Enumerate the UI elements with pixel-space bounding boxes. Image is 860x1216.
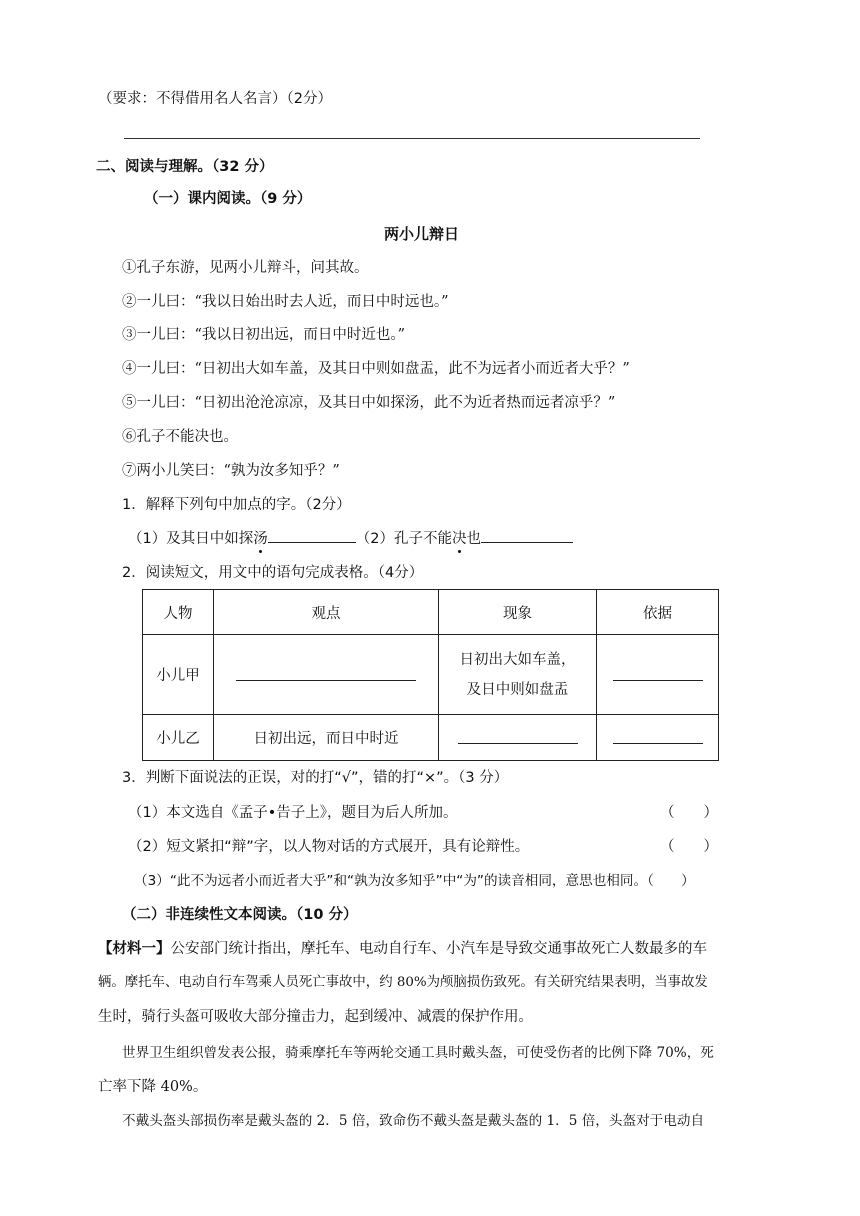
q1a-answer-blank[interactable] [268,527,356,543]
paragraph-4: ④一儿曰：“日初出大如车盖，及其日中则如盘盂，此不为远者小而近者大乎？” [122,361,630,377]
section-heading: 二、阅读与理解。（32 分） [96,159,274,175]
material1-line-3: 生时，骑行头盔可吸收大部分撞击力，起到缓冲、减震的保护作用。 [98,1009,533,1025]
q1b-text: （2）孔子不能 [355,531,452,547]
table-cell-view-b: 日初出远，而日中时近 [214,715,439,761]
q1-stem: 1．解释下列句中加点的字。（2分） [122,497,351,513]
material1-label: 【材料一】 [98,941,171,957]
q3-stem: 3．判断下面说法的正误，对的打“√”，错的打“×”。（3 分） [122,770,509,786]
answer-line [124,138,700,139]
answer-table [142,589,719,761]
paragraph-6: ⑥孔子不能决也。 [122,429,238,445]
answer-line[interactable] [613,679,703,681]
requirement-text: （要求：不得借用名人名言）（2分） [98,91,332,107]
q1b-answer-blank[interactable] [481,527,573,543]
paragraph-1: ①孔子东游，见两小儿辩斗，问其故。 [122,260,369,276]
table-cell-person-b: 小儿乙 [143,715,214,761]
q1a-text: （1）及其日中如探 [128,531,254,547]
q3-item-3-text: （3）“此不为远者小而近者大乎”和“孰为汝多知乎”中“为”的读音相同，意思也相同。 [134,873,648,889]
table-cell-view-a[interactable] [214,635,439,715]
q3-item-1: （1）本文选自《孟子•告子上》，题目为后人所加。 [128,805,458,821]
material1-line-5: 亡率下降 40%。 [98,1079,208,1095]
q3-answer-paren-3[interactable]: （ ） [647,873,695,889]
phenomenon-line-1: 日初出大如车盖， [459,651,576,668]
paragraph-5: ⑤一儿曰：“日初出沧沧凉凉，及其日中如探汤，此不为近者热而远者凉乎？” [122,395,616,411]
table-cell-person-a: 小儿甲 [143,635,214,715]
answer-line[interactable] [458,742,578,744]
material1-line-2: 辆。摩托车、电动自行车驾乘人员死亡事故中，约 80%为颅脑损伤致死。有关研究结果表明，当事故发 [98,975,708,990]
table-header-basis: 依据 [597,590,719,635]
table-cell-phenomenon-a [439,635,597,715]
paragraph-3: ③一儿曰：“我以日初出远，而日中时近也。” [122,327,406,343]
table-header-view: 观点 [214,590,439,635]
phenomenon-line-2: 及日中则如盘盂 [466,681,569,698]
q1a-dotted-char: 汤 [253,531,268,547]
part1-heading: （一）课内阅读。（9 分） [144,191,312,207]
q3-answer-paren-2[interactable]: （ ） [660,839,718,855]
q3-item-3 [134,871,695,891]
text-title: 两小儿辩日 [384,225,460,243]
q1b-dotted-char: 决 [451,531,467,547]
material1-line-1 [98,939,707,959]
material1-line-4: 世界卫生组织曾发表公报，骑乘摩托车等两轮交通工具时戴头盔，可使受伤者的比例下降 70%，死 [122,1045,714,1061]
table-header-phenomenon: 现象 [439,590,597,635]
table-cell-phenomenon-b[interactable] [439,715,597,761]
paragraph-2: ②一儿曰：“我以日始出时去人近，而日中时远也。” [122,294,449,310]
paragraph-7: ⑦两小儿笑曰：“孰为汝多知乎？” [122,463,340,479]
table-cell-basis-a[interactable] [597,635,719,715]
material1-line-6: 不戴头盔头部损伤率是戴头盔的 2．5 倍，致命伤不戴头盔是戴头盔的 1．5 倍，头盔对于电动自 [122,1113,705,1129]
answer-line[interactable] [236,679,416,681]
q3-answer-paren-1[interactable]: （ ） [660,805,718,821]
material1-text-1: 公安部门统计指出，摩托车、电动自行车、小汽车是导致交通事故死亡人数最多的车 [170,941,707,957]
q1-items [128,527,573,549]
table-header-person: 人物 [143,590,214,635]
q3-item-2: （2）短文紧扣“辩”字，以人物对话的方式展开，具有论辩性。 [128,839,530,855]
table-cell-basis-b[interactable] [597,715,719,761]
answer-line[interactable] [613,742,703,744]
part2-heading: （二）非连续性文本阅读。（10 分） [122,907,358,923]
q1b-text-after: 也 [466,531,481,547]
q2-stem: 2．阅读短文，用文中的语句完成表格。（4分） [122,565,424,581]
